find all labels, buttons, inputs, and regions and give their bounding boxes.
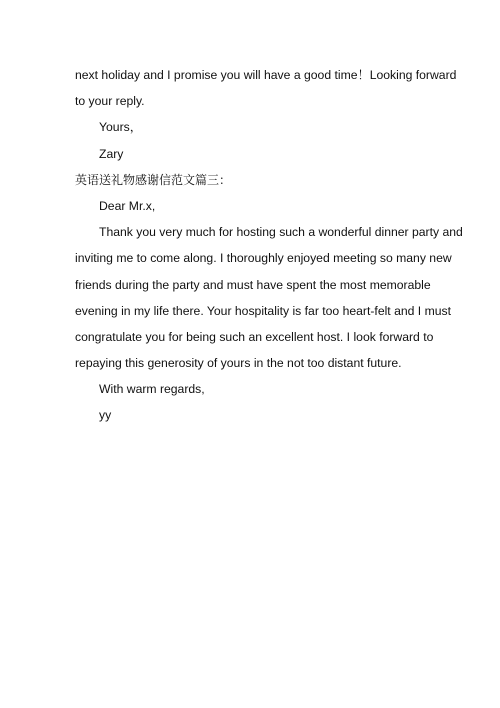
letter1-body-line-1: next holiday and I promise you will have a good time！Looking forward (75, 68, 457, 82)
letter1-closing: Yours， (99, 120, 142, 135)
letter2-closing: With warm regards, (99, 382, 205, 397)
letter2-signature: yy (99, 408, 112, 423)
letter2-body-line-3: friends during the party and must have spent the most memorable (75, 277, 431, 292)
letter2-body-line-1: Thank you very much for hosting such a wonderful dinner party and (99, 225, 463, 240)
letter2-salutation: Dear Mr.x, (99, 198, 156, 213)
letter1-signature: Zary (99, 146, 124, 161)
section-heading: 英语送礼物感谢信范文篇三： (75, 172, 232, 187)
letter2-body-line-4: evening in my life there. Your hospitality is far too heart-felt and I must (75, 303, 451, 318)
letter1-body-line-2: to your reply. (75, 94, 145, 109)
letter2-body-line-5: congratulate you for being such an excellent host. I look forward to (75, 329, 434, 344)
letter2-body-line-2: inviting me to come along. I thoroughly enjoyed meeting so many new (75, 251, 452, 266)
document-content (75, 62, 463, 429)
letter2-body-line-6: repaying this generosity of yours in the not too distant future. (75, 356, 402, 371)
